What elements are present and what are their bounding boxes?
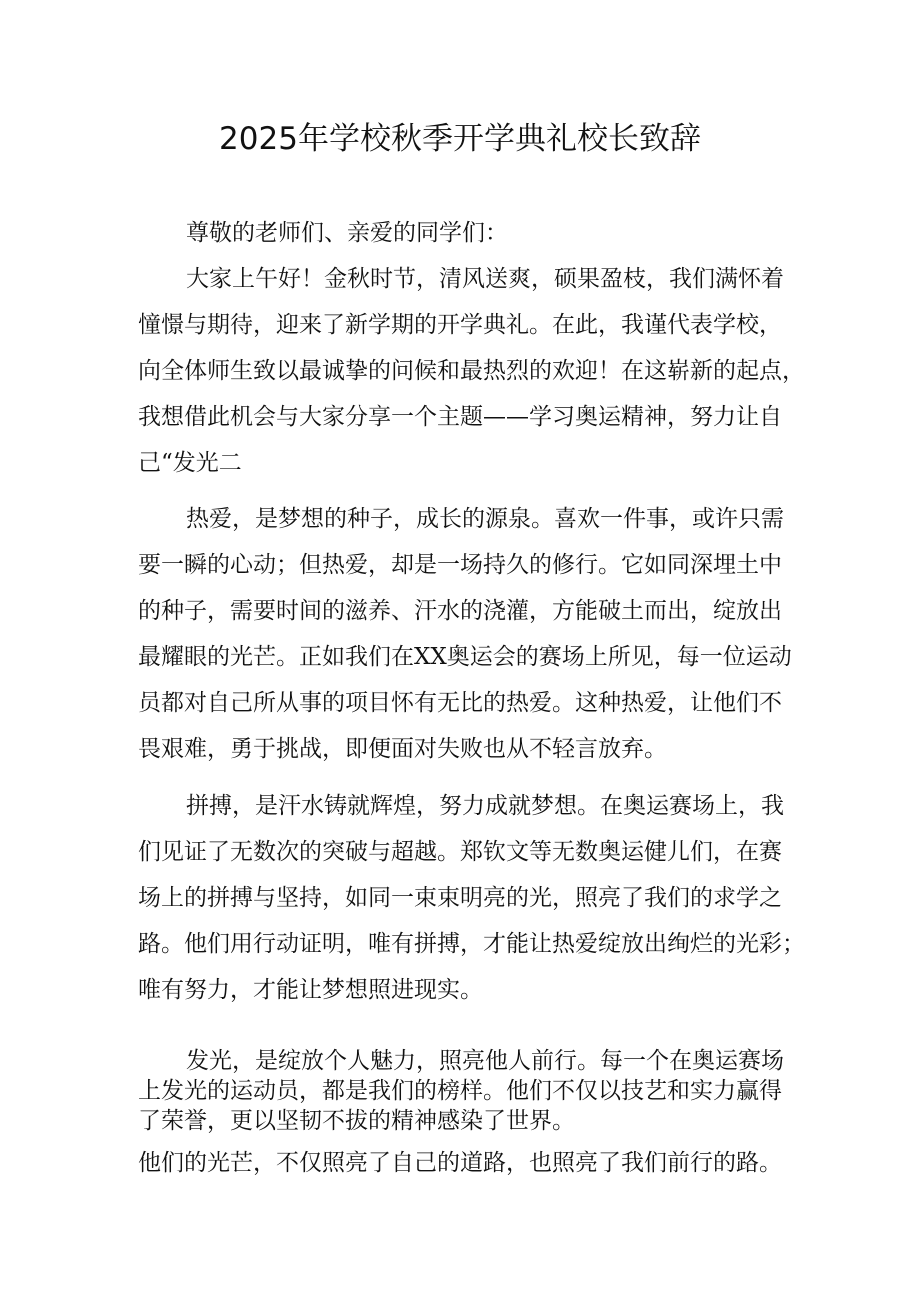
paragraph-line: 了荣誉，更以坚韧不拔的精神感染了世界。 xyxy=(138,1108,575,1134)
paragraph-line: 路。他们用行动证明，唯有拼搏，才能让热爱绽放出绚烂的光彩； xyxy=(138,931,805,957)
paragraph-line: 发光，是绽放个人魅力，照亮他人前行。每一个在奥运赛场 xyxy=(186,1048,784,1074)
paragraph-line: 们见证了无数次的突破与超越。郑钦文等无数奥运健儿们，在赛 xyxy=(138,839,782,865)
paragraph-line: 己“发光二 xyxy=(138,450,242,476)
paragraph-line: 要一瞬的心动；但热爱，却是一场持久的修行。它如同深埋土中 xyxy=(138,552,782,578)
strive-paragraph xyxy=(138,783,805,1013)
paragraph-line: 尊敬的老师们、亲爱的同学们： xyxy=(186,220,508,246)
paragraph-line: 上发光的运动员，都是我们的榜样。他们不仅以技艺和实力赢得 xyxy=(138,1078,782,1104)
paragraph-line: 他们的光芒，不仅照亮了自己的道路，也照亮了我们前行的路。 xyxy=(138,1150,782,1176)
paragraph-line: 畏艰难，勇于挑战，即便面对失败也从不轻言放弃。 xyxy=(138,736,667,762)
paragraph-line: 唯有努力，才能让梦想照进现实。 xyxy=(138,977,483,1003)
passion-paragraph xyxy=(138,496,792,772)
paragraph-line: 场上的拼搏与坚持，如同一束束明亮的光，照亮了我们的求学之 xyxy=(138,885,782,911)
paragraph-line: 大家上午好！金秋时节，清风送爽，硕果盈枝，我们满怀着 xyxy=(186,266,784,292)
paragraph-line: 向全体师生致以最诚挚的问候和最热烈的欢迎！在这崭新的起点， xyxy=(138,358,805,384)
paragraph-line: 拼搏，是汗水铸就辉煌，努力成就梦想。在奥运赛场上，我 xyxy=(186,793,784,819)
paragraph-line: 的种子，需要时间的滋养、汗水的浇灌，方能破土而出，绽放出 xyxy=(138,598,782,624)
paragraph-line: 员都对自己所从事的项目怀有无比的热爱。这种热爱，让他们不 xyxy=(138,690,782,716)
paragraph-line: 我想借此机会与大家分享一个主题——学习奥运精神，努力让自 xyxy=(138,404,782,430)
document-title: 2025年学校秋季开学典礼校长致辞 xyxy=(219,121,701,157)
paragraph-line: 热爱，是梦想的种子，成长的源泉。喜欢一件事，或许只需 xyxy=(186,506,784,532)
intro-paragraph xyxy=(138,256,805,486)
paragraph-line: 憧憬与期待，迎来了新学期的开学典礼。在此，我谨代表学校， xyxy=(138,312,782,338)
shine-paragraph xyxy=(138,1046,788,1136)
closing-paragraph xyxy=(138,1148,788,1178)
greeting-paragraph xyxy=(138,210,788,256)
paragraph-line: 最耀眼的光芒。正如我们在XX奥运会的赛场上所见，每一位运动 xyxy=(138,644,792,670)
